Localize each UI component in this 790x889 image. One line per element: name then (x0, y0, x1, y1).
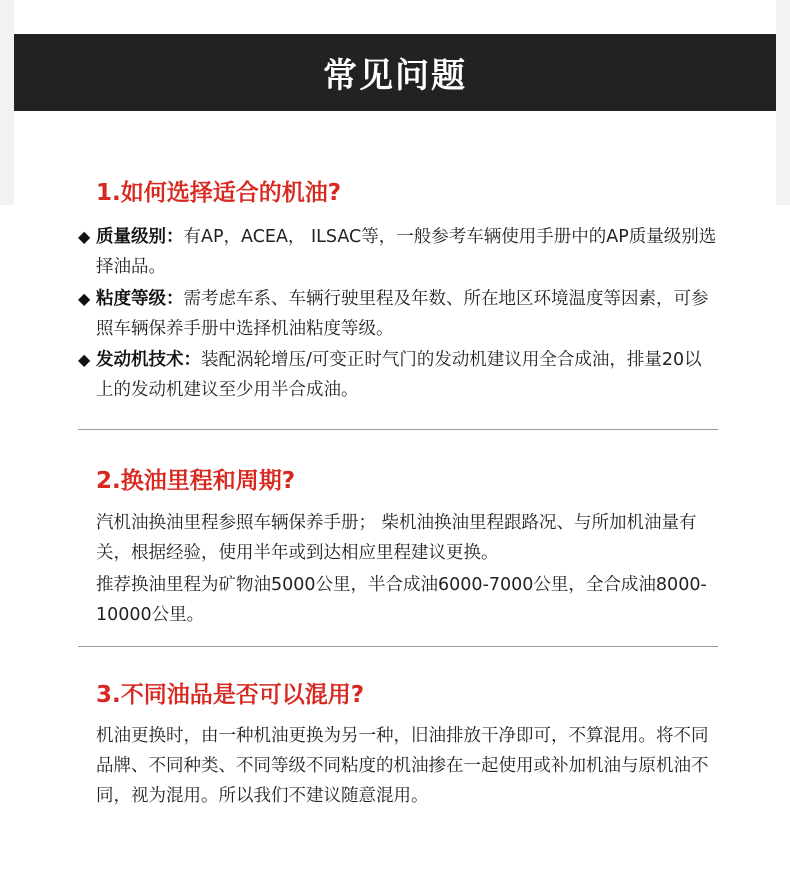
item-body: 需考虑车系、车辆行驶里程及年数、所在地区环境温度等因素，可参照车辆保养手册中选择机油粘度等级。 (96, 289, 709, 339)
section-2-title: 2.换油里程和周期? (96, 468, 296, 494)
section-1-title: 1.如何选择适合的机油? (96, 180, 342, 206)
diamond-bullet-icon: ◆ (78, 350, 91, 369)
diamond-bullet-icon: ◆ (78, 227, 91, 246)
section-divider (78, 429, 718, 430)
page-banner (14, 34, 776, 111)
item-label: 质量级别： (96, 227, 184, 247)
section-2-paragraph-1: 汽机油换油里程参照车辆保养手册； 柴机油换油里程跟路况、与所加机油量有关，根据经验，使用半年或到达相应里程建议更换。 (96, 513, 697, 563)
section-divider (78, 646, 718, 647)
item-text-wrapper (96, 345, 718, 405)
section-2-paragraph-2: 推荐换油里程为矿物油5000公里，半合成油6000-7000公里，全合成油8000-10000公里。 (96, 575, 707, 625)
item-label: 粘度等级： (96, 289, 184, 309)
item-label: 发动机技术： (96, 350, 201, 370)
section-1-item-quality (78, 222, 718, 282)
section-3-paragraph-1: 机油更换时，由一种机油更换为另一种，旧油排放干净即可，不算混用。将不同品牌、不同种类、不同等级不同粘度的机油掺在一起使用或补加机油与原机油不同，视为混用。所以我们不建议随意混用。 (96, 726, 709, 806)
diamond-bullet-icon: ◆ (78, 289, 91, 308)
item-body: 装配涡轮增压/可变正时气门的发动机建议用全合成油，排量20以上的发动机建议至少用半合成油。 (96, 350, 702, 400)
section-1-item-viscosity (78, 284, 718, 344)
section-3-title: 3.不同油品是否可以混用? (96, 682, 365, 708)
item-text-wrapper (96, 284, 718, 344)
section-1-item-engine (78, 345, 718, 405)
page-title: 常见问题 (323, 56, 467, 96)
item-text-wrapper (96, 222, 718, 282)
item-body: 有AP，ACEA， ILSAC等，一般参考车辆使用手册中的AP质量级别选择油品。 (96, 227, 717, 277)
